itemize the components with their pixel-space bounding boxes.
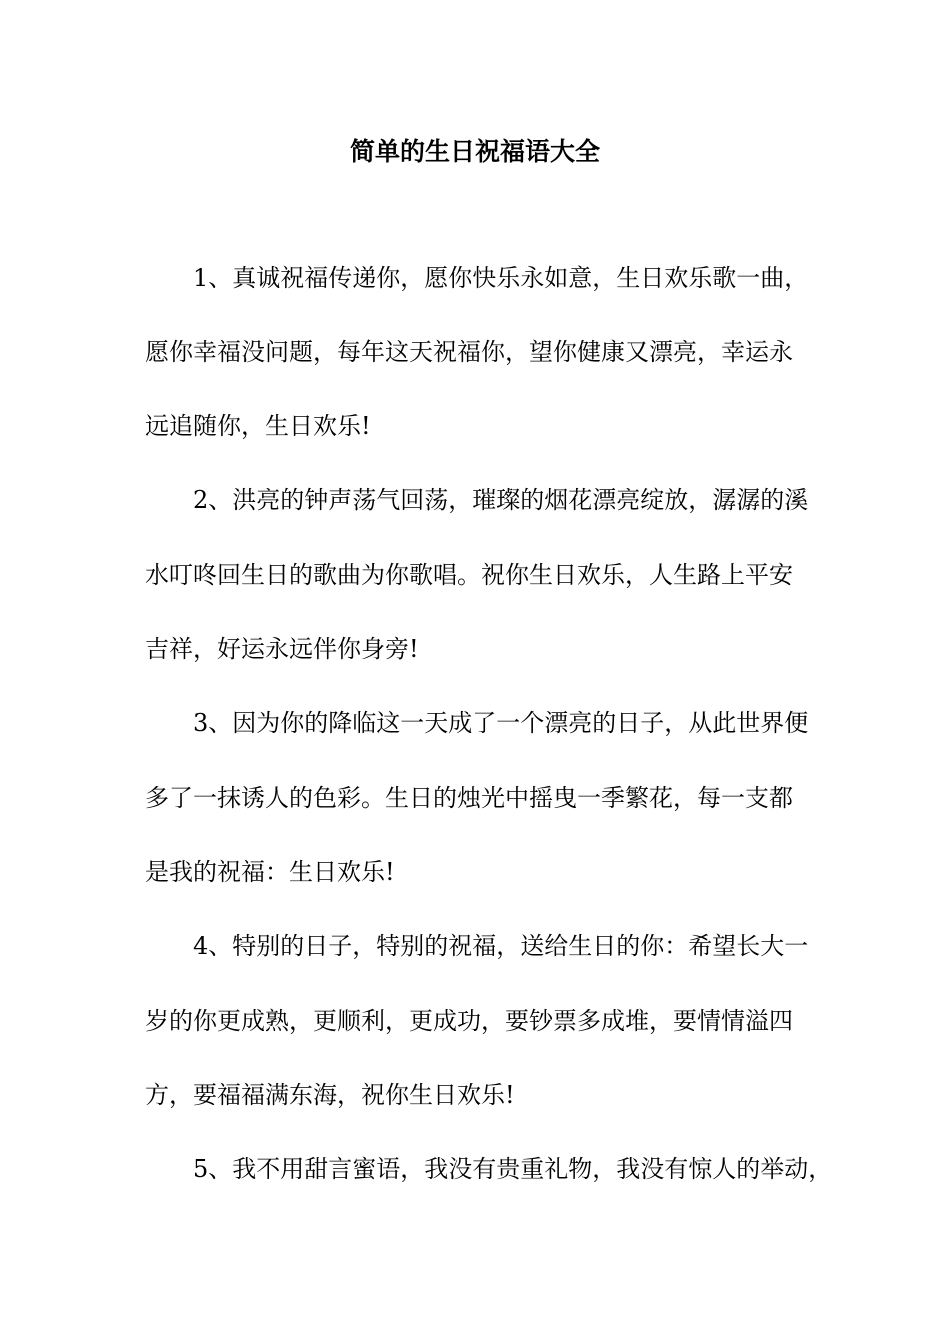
paragraph-3-line-1: 3、因为你的降临这一天成了一个漂亮的日子，从此世界便 <box>193 709 809 737</box>
paragraph-4-line-1: 4、特别的日子，特别的祝福，送给生日的你：希望长大一 <box>193 932 809 960</box>
paragraph-1-line-2: 愿你幸福没问题，每年这天祝福你，望你健康又漂亮，幸运永 <box>145 338 793 366</box>
paragraph-3-line-2: 多了一抹诱人的色彩。生日的烛光中摇曳一季繁花，每一支都 <box>145 784 793 812</box>
paragraph-4-line-2: 岁的你更成熟，更顺利，更成功，要钞票多成堆，要情情溢四 <box>145 1007 793 1035</box>
paragraph-2-line-3: 吉祥，好运永远伴你身旁! <box>145 635 419 663</box>
paragraph-4-line-3: 方，要福福满东海，祝你生日欢乐! <box>145 1081 515 1109</box>
paragraph-1-line-1: 1、真诚祝福传递你，愿你快乐永如意，生日欢乐歌一曲， <box>193 264 809 292</box>
paragraph-2-line-2: 水叮咚回生日的歌曲为你歌唱。祝你生日欢乐，人生路上平安 <box>145 561 793 589</box>
paragraph-5-line-1: 5、我不用甜言蜜语，我没有贵重礼物，我没有惊人的举动， <box>193 1155 833 1183</box>
paragraph-2-line-1: 2、洪亮的钟声荡气回荡，璀璨的烟花漂亮绽放，潺潺的溪 <box>193 486 809 514</box>
paragraph-3-line-3: 是我的祝福：生日欢乐! <box>145 858 395 886</box>
paragraph-1-line-3: 远追随你，生日欢乐! <box>145 412 371 440</box>
document-title: 简单的生日祝福语大全 <box>349 137 600 166</box>
